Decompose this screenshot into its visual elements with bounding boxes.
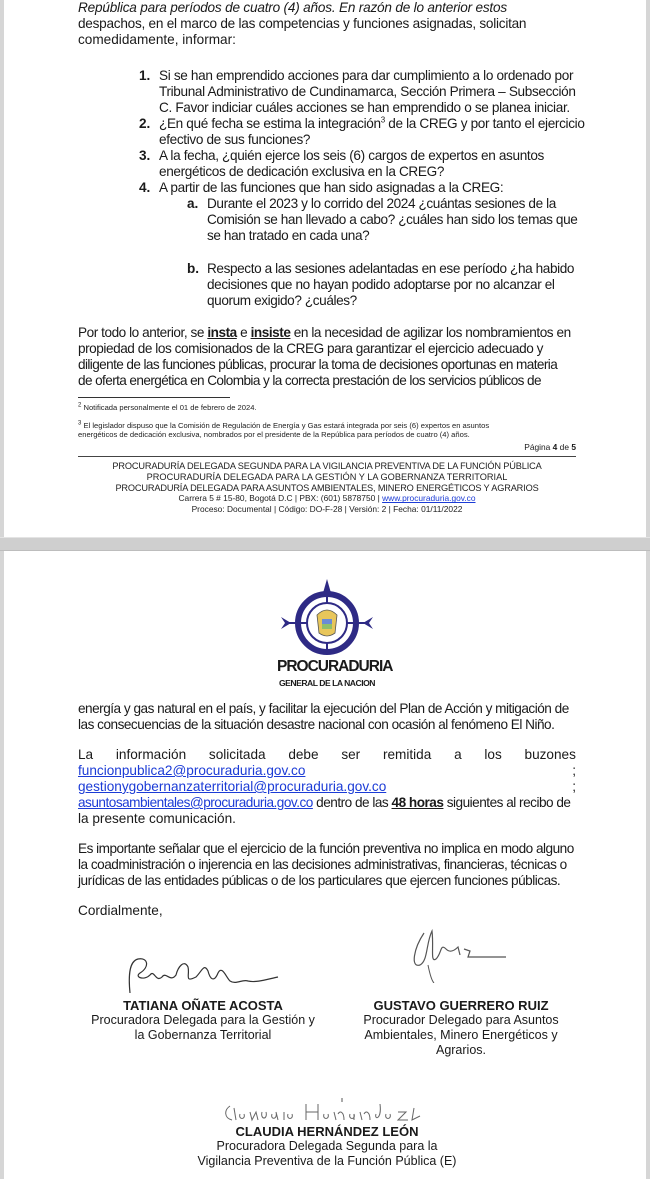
question-number: 4. <box>139 180 151 195</box>
signature-tatiana-onate <box>118 953 288 998</box>
closing-line: Por todo lo anterior, se insta e insiste en la necesidad de agilizar los nombramientos en <box>78 325 571 340</box>
email-link-asuntosambientales[interactable]: asuntosambientales@procuraduria.gov.co <box>78 794 313 810</box>
question-line: A partir de las funciones que han sido asignadas a la CREG: <box>159 180 504 195</box>
signatory-3 <box>78 1098 576 1169</box>
closing-line: diligente de las funciones públicas, procurar la toma de decisiones oportunas en materia <box>78 357 558 372</box>
question-line: A la fecha, ¿quién ejerce los seis (6) cargos de expertos en asuntos <box>159 148 544 163</box>
signatory-role-1: Procuradora Delegada para la Gestión y la Gobernanza Territorial <box>91 1012 315 1042</box>
intro-paragraph <box>78 0 576 48</box>
subquestion-line: Durante el 2023 y lo corrido del 2024 ¿cuántas sesiones de la <box>207 196 556 211</box>
procuraduria-emblem-icon <box>277 577 377 657</box>
paragraph-continuation: energía y gas natural en el país, y facilitar la ejecución del Plan de Acción y mitigación de las consecuencias de la situación desastre nacional con ocasión al fenómeno El Niño. <box>78 700 569 732</box>
question-1 <box>139 68 576 116</box>
subquestion-line: Respecto a las sesiones adelantadas en ese período ¿ha habido <box>207 261 575 276</box>
signatory-role-3: Procuradora Delegada Segunda para la Vigilancia Preventiva de la Función Pública (E) <box>197 1138 457 1168</box>
footnote-ref-3: 3 <box>380 115 385 125</box>
signatory-2 <box>346 919 576 1058</box>
question-number: 3. <box>139 148 151 163</box>
signatory-name-1: TATIANA OÑATE ACOSTA <box>123 997 283 1013</box>
submission-first-line: La información solicitada debe ser remitida a los buzones <box>78 746 576 762</box>
question-3 <box>139 148 576 180</box>
emphasis-insiste: insiste <box>250 325 291 340</box>
logo-title: PROCURADURIA <box>277 657 393 675</box>
subquestion-line: se han tratado en cada una? <box>207 228 370 243</box>
signatory-1 <box>78 919 328 1058</box>
page-footer: PROCURADURÍA DELEGADA SEGUNDA PARA LA VIGILANCIA PREVENTIVA DE LA FUNCIÓN PÚBLICA PROCURADURÍA DELEGADA PARA LA GESTIÓN Y LA GOBERNANZA TERRITORIAL PROCURADURÍA DELEGADA PARA ASUNTOS AMBIENTALES, MINERO ENERGÉTICOS Y AGRARIOS Carrera 5 # 15-80, Bogotá D.C | PBX: (601) 5878750 | www.procuraduria.gov.co Proceso: Documental | Código: DO-F-28 | Versión: 2 | Fecha: 01/11/2022 <box>112 461 542 515</box>
closing-paragraph <box>78 325 576 389</box>
page-separator <box>0 537 650 551</box>
page-number: Página 4 de 5 <box>524 441 576 452</box>
salutation: Cordialmente, <box>78 902 163 918</box>
closing-line: propiedad de los comisionados de la CREG para garantizar el ejercicio adecuado y <box>78 341 543 356</box>
subquestion-line: quorum exigido? ¿cuáles? <box>207 293 357 308</box>
question-line: ¿En qué fecha se estima la integración$^3$ de la CREG y por tanto el ejercicio <box>159 115 585 131</box>
intro-line: despachos, en el marco de las competencias y funciones asignadas, solicitan <box>78 16 527 31</box>
signature-row <box>78 919 576 1058</box>
document-page-5 <box>4 551 646 1179</box>
logo-subtitle: GENERAL DE LA NACION <box>279 677 375 688</box>
signatory-name-3: CLAUDIA HERNÁNDEZ LEÓN <box>235 1123 419 1139</box>
subquestion-line: Comisión se han llevado a cabo? ¿cuáles han sido los temas que <box>207 212 578 227</box>
question-number: 1. <box>139 68 151 83</box>
question-number: 2. <box>139 116 151 131</box>
email-link-funcionpublica[interactable]: funcionpublica2@procuraduria.gov.co <box>78 762 306 778</box>
subquestion-letter: a. <box>187 196 199 211</box>
question-line: efectivo de sus funciones? <box>159 132 311 147</box>
signatory-role-2: Procurador Delegado para Asuntos Ambientales, Minero Energéticos y Agrarios. <box>363 1012 559 1057</box>
subquestion-letter: b. <box>187 261 200 276</box>
website-link[interactable]: www.procuraduria.gov.co <box>382 493 476 504</box>
footnote-3: $^3$ El legislador dispuso que la Comisión de Regulación de Energía y Gas estará integrada por seis (6) expertos en asuntos energéticos de dedicación exclusiva, nombrados por el presidente de la República para períodos de cuatro (4) años. <box>78 419 490 439</box>
subquestion-a <box>187 196 576 244</box>
question-2 <box>139 115 585 148</box>
signature-gustavo-guerrero <box>406 923 516 983</box>
email-link-gestion[interactable]: gestionygobernanzaterritorial@procuraduria.gov.co <box>78 778 387 794</box>
footer-divider <box>78 456 576 458</box>
submission-paragraph: La información solicitada debe ser remitida a los buzones funcionpublica2@procuraduria.gov.co ; gestionygobernanzaterritorial@procuraduria.gov.co ; asuntosambientales@procuraduria.gov.co dentro de las 48 horas siguientes al recibo de la presente comunicación. <box>78 746 576 826</box>
subquestion-b <box>187 261 576 309</box>
question-line: C. Favor indiciar cuáles acciones se han emprendido o se planea iniciar. <box>159 100 570 115</box>
subquestion-list <box>187 196 576 309</box>
signatory-name-2: GUSTAVO GUERRERO RUIZ <box>373 997 549 1013</box>
subquestion-line: decisiones que no hayan podido adoptarse por no alcanzar el <box>207 277 555 292</box>
closing-line: de oferta energética en Colombia y la correcta prestación de los servicios públicos de <box>78 373 541 388</box>
question-line: Si se han emprendido acciones para dar cumplimiento a lo ordenado por <box>159 68 574 83</box>
emphasis-insta: insta <box>207 325 237 340</box>
intro-line: comedidamente, informar: <box>78 32 236 47</box>
document-page-4 <box>4 0 646 537</box>
footnote-2: $^2$ Notificada personalmente el 01 de febrero de 2024. <box>78 402 257 412</box>
question-line: energéticos de dedicación exclusiva en la CREG? <box>159 164 445 179</box>
intro-partial-line: República para períodos de cuatro (4) años. En razón de lo anterior estos <box>78 0 507 15</box>
question-line: Tribunal Administrativo de Cundinamarca, Sección Primera – Subsección <box>159 84 576 99</box>
procuraduria-logo <box>277 577 393 689</box>
deadline-emphasis: 48 horas <box>391 794 444 810</box>
question-4 <box>139 180 576 196</box>
question-list <box>139 68 585 309</box>
footnote-divider <box>78 397 230 398</box>
disclaimer-paragraph: Es importante señalar que el ejercicio de la función preventiva no implica en modo alguno la coadministración o injerencia en las decisiones administrativas, financieras, técnicas o jurídicas de las entidades públicas o de los particulares que ejercen funciones públicas. <box>78 840 574 888</box>
